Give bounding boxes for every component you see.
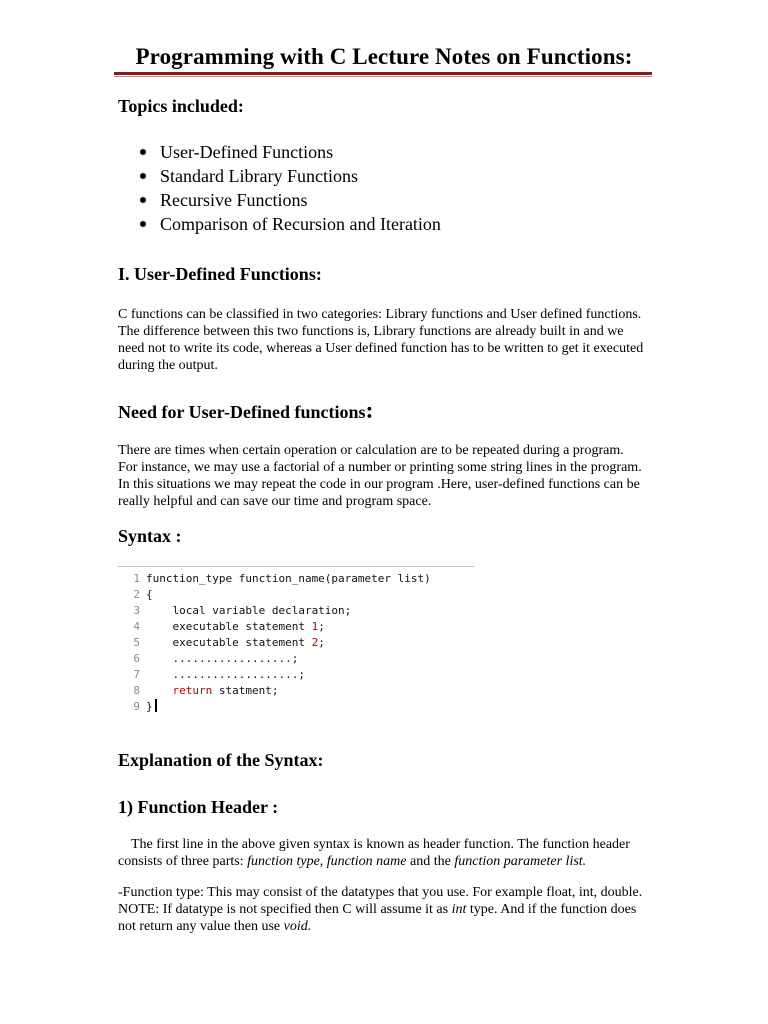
page-title: Programming with C Lecture Notes on Functions: (135, 44, 633, 69)
code-line: 3 local variable declaration; (133, 604, 352, 617)
topics-list (136, 140, 441, 236)
list-item: User-Defined Functions (136, 140, 441, 164)
bullet-icon (140, 197, 146, 203)
title-underline-thin (114, 76, 652, 77)
bullet-icon (140, 149, 146, 155)
function-type-paragraph: -Function type: This may consist of the datatypes that you use. For example float, int, double. NOTE: If datatype is not specified then C will assume it as int type. And if the function does not return any value then use void. (118, 885, 643, 934)
explanation-heading: Explanation of the Syntax: (118, 750, 324, 770)
code-line: 6 ..................; (133, 652, 299, 665)
list-item: Standard Library Functions (136, 164, 441, 188)
topics-heading: Topics included: (118, 96, 244, 116)
code-line: 8 return statment; (133, 684, 279, 697)
code-line: 9 } (118, 699, 474, 715)
code-block (118, 566, 474, 715)
bullet-icon (140, 173, 146, 179)
code-line: 1 function_type function_name(parameter list) (133, 572, 431, 585)
function-header-paragraph: The first line in the above given syntax is known as header function. The function header consists of three parts: function type, function name and the function parameter list. (118, 837, 630, 869)
title-underline (114, 72, 652, 75)
code-line: 2 { (133, 588, 153, 601)
bullet-icon (140, 221, 146, 227)
function-header-heading: 1) Function Header : (118, 797, 279, 817)
text-cursor-icon (155, 699, 157, 712)
list-item: Recursive Functions (136, 188, 441, 212)
syntax-heading: Syntax : (118, 526, 182, 546)
code-line: 4 executable statement 1; (133, 620, 325, 633)
section-heading-user-defined: I. User-Defined Functions: (118, 264, 322, 284)
need-paragraph: There are times when certain operation or calculation are to be repeated during a program. For instance, we may use a factorial of a number or printing some string lines in the program. In this situations we may repeat the code in our program .Here, user-defined functions can be really helpful and can save our time and program space. (118, 443, 642, 509)
code-line: 5 executable statement 2; (133, 636, 325, 649)
section-heading-need: Need for User-Defined functions: (118, 398, 374, 424)
code-line: 7 ...................; (133, 668, 305, 681)
user-defined-paragraph: C functions can be classified in two categories: Library functions and User defined functions. The difference between this two functions is, Library functions are already built in and we need not to write its code, whereas a User defined function has to be written to get it executed during the output. (118, 307, 644, 373)
list-item: Comparison of Recursion and Iteration (136, 212, 441, 236)
